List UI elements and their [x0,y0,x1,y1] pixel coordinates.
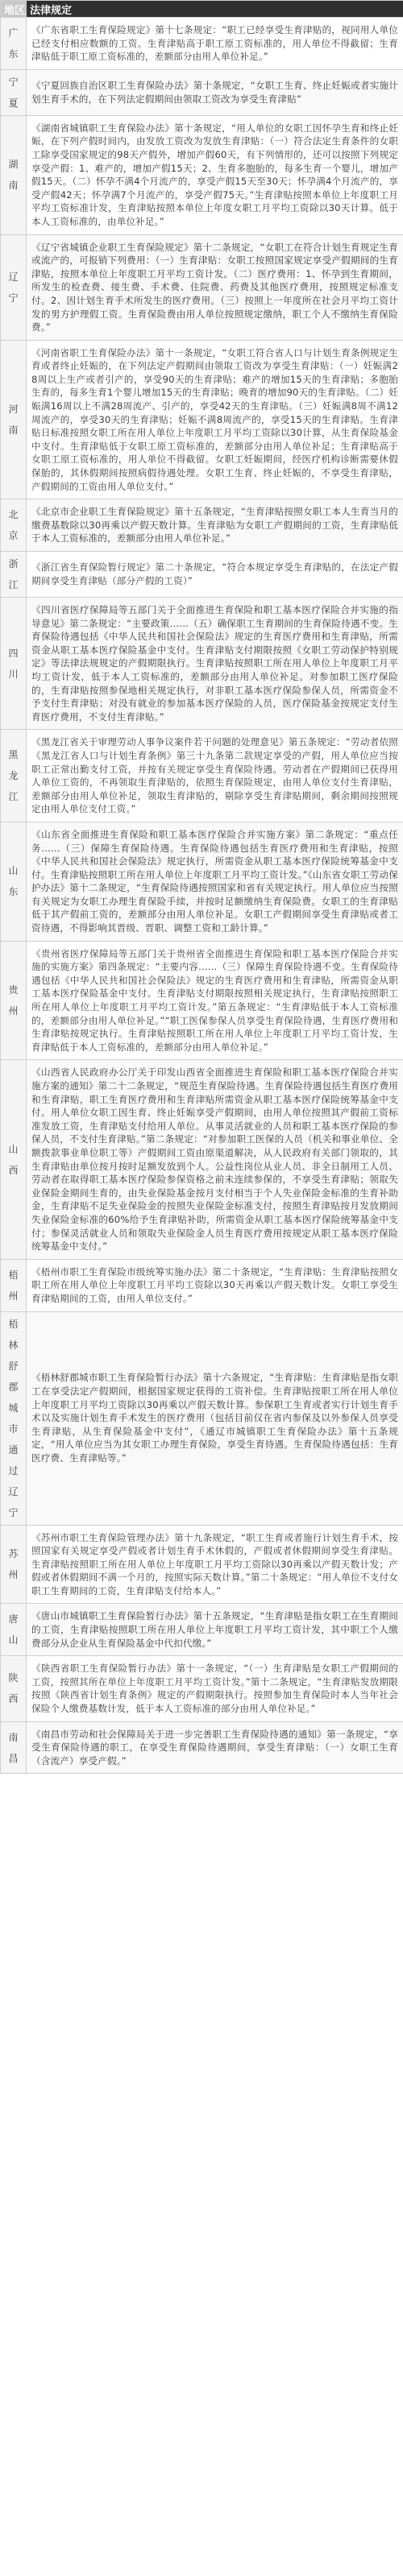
region-cell: 浙江 [1,552,27,598]
table-header-row [1,1,403,18]
law-text-cell: 《宁夏回族自治区职工生育保险办法》第十条规定，“女职工生育、终止妊娠或者实施计划生育手术的，在下列法定假期间由领取工资改为享受生育津贴” [27,69,403,115]
region-cell: 贵州 [1,941,27,1060]
table-row [1,1311,403,1525]
law-text-cell: 《苏州市职工生育保险管理办法》第十九条规定，“职工生育或者施行计划生育手术，按照国家有关规定享受产假或者计划生育手术休假的，产假或者休假期间享受生育津贴。生育津贴按照职工所在用人单位上年度职工月平均工资除以30再乘以产假天数计发；产假或者休假期间不满一个月的，按照实际天数计算。”第二十条规定：“用人单位不支付女职工生育期间的工资，生育津贴支付给本人。” [27,1525,403,1604]
region-cell: 四川 [1,598,27,730]
law-text-cell: 《唐山市城镇职工生育保险暂行办法》第十五条规定，“生育津贴是指女职工在生育期间的工资，生育津贴按照职工所在用人单位上年度职工月平均工资计发，其中职工个人缴费部分从企业从生育保险基金中代扣代缴。” [27,1604,403,1656]
table-row [1,730,403,822]
law-text-cell: 《辽宁省城镇企业职工生育保险规定》第十二条规定，“女职工在符合计划生育规定生育或流产的，可报销下列费用：（一）生育津贴：女职工按照国家规定享受产假期间的生育津贴，按照本单位上年度职工月平均工资计发。（二）医疗费用：1、怀孕到生育期间，所发生的检查费、接生费、手术费、住院费、药费及其他医疗费用，按照规定标准支付。2、因计划生育手术所发生的医疗费用。（三）按照上一年度所在社会月平均工资计发的男方护理假工资。生育保险费由用人单位按照规定缴纳，职工个人不缴纳生育保险费。” [27,234,403,340]
law-text-cell: 《浙江省生育保险暂行规定》第二十条规定，“符合本规定享受生育津贴的，在法定产假期间享受生育津贴（部分产假的工资）” [27,552,403,598]
law-text-cell: 《陕西省职工生育保险暂行办法》第十一条规定，“（一）生育津贴是女职工产假期间的工资，按照其所在单位上年度职工月平均工资计发。”第十二条规定，“生育津贴发放期限按照《陕西省计划生育条例》规定的产假期限执行。按照参加生育保险时本人当年社会保险个人缴费基数计发，低于本人工资标准的部分由用人单位补足。” [27,1656,403,1721]
law-text-cell: 《黑龙江省关于审理劳动人事争议案件若干问题的处理意见》第五条规定：“劳动者依照《黑龙江省人口与计划生育条例》第三十九条第二款规定享受的产假，用人单位应当按职工正常出勤支付工资，并按有关规定享受生育保险待遇。劳动者在产假期间已获得用人单位工资的，不再领取生育津贴的，依照生育保险规定，由用人单位支付生育津贴，差额部分由用人单位补足，领取生育津贴的，剔除享受生育津贴期间，剩余期间按照规定由用人单位支付工资。” [27,730,403,822]
region-cell: 广东 [1,18,27,70]
table-row [1,1656,403,1721]
region-cell: 黑龙江 [1,730,27,822]
region-cell: 山东 [1,822,27,941]
law-text-cell: 《四川省医疗保障局等五部门关于全面推进生育保险和职工基本医疗保险合并实施的指导意见》第二条规定：“主要政策……（五）确保职工生育期间的生育保险待遇不变。生育保险待遇包括《中华人民共和国社会保险法》规定的生育医疗费用和生育津贴，所需资金从职工基本医疗保险基金中支付。生育津贴支付期限按照《女职工劳动保护特别规定》等法律法规规定的产假期限执行。生育津贴按照职工所在用人单位上年度职工月平均工资计发，低于本人工资标准的，差额部分由用人单位补足。对参加职工医疗保险的，生育津贴按照参保地相关规定执行，对非职工基本医疗保险参保人员，所需资金不予支付生育津贴；对没有就业的参加基本医疗保险的人员，医疗保险基金按规定支付生育医疗费用，不支付生育津贴。” [27,598,403,730]
table-row [1,941,403,1060]
table-row [1,598,403,730]
region-cell: 宁夏 [1,69,27,115]
law-text-cell: 《山西省人民政府办公厅关于印发山西省全面推进生育保险和职工基本医疗保险合并实施方案的通知》第二十二条规定，“规范生育保险待遇。生育保险待遇包括生育医疗费用和生育津贴，职工生育医疗费用和生育津贴所需资金从职工基本医疗保险统筹基金中支付。用人单位女职工因生育、终止妊娠享受产假期间，由用人单位按照其产假前工资标准发放工资，生育津贴支付给用人单位。从事灵活就业的人员和职工基本医疗保险的参保人员，不支付生育津贴。”第二条规定：“对参加职工医保的人员（机关和事业单位、全额拨款事业单位职工等）产假期间工资由原渠道解决，从人民政府有关部门领取的，其生育津贴由单位按月按时足额发放到个人。公益性岗位从业人员、非全日制用工人员、劳动者在取得职工基本医疗保险参保资格之前未连续参保的，不享受生育津贴；领取失业保险金期间生育的，由失业保险基金按月支付相当于个人失业保险金标准的生育补助金，生育津贴不足失业保险金的按照失业保险金标准支付，按照生育津贴按月发放期间失业保险金标准的60%给予生育津贴补助，所需资金从职工基本医疗保险统筹基金中支付；参保灵活就业人员和领取失业保险金人员生育医疗费用按规定从职工基本医疗保险统筹基金中支付。” [27,1060,403,1259]
law-text-cell: 《梧州市职工生育保险市级统筹实施办法》第二十条规定，“生育津贴：生育津贴按照女职工所在用人单位上年度职工月平均工资除以30天再乘以产假天数计发。女职工享受生育津贴期间的工资，由用人单位支付。” [27,1259,403,1311]
region-cell: 湖南 [1,115,27,234]
table-row [1,69,403,115]
region-cell: 苏州 [1,1525,27,1604]
table-row [1,340,403,499]
law-text-cell: 《北京市企业职工生育保险规定》第十五条规定，“生育津贴按照女职工本人生育当月的缴费基数除以30再乘以产假天数计算。生育津贴为女职工产假期间的工资，生育津贴低于本人工资标准的，差额部分由用人单位补足。” [27,499,403,552]
region-cell: 山西 [1,1060,27,1259]
table-row [1,1721,403,1774]
table-row [1,552,403,598]
region-column-header: 地区 [1,1,27,18]
region-cell: 辽宁 [1,234,27,340]
law-text-cell: 《贵州省医疗保障局等五部门关于贵州省全面推进生育保险和职工基本医疗保险合并实施的实施方案》第四条规定：“主要内容……（三）保障生育保险待遇不变。生育保险待遇包括《中华人民共和国社会保险法》规定的生育医疗费用和生育津贴，所需资金从职工基本医疗保险基金中支付。生育津贴支付期限按照相关规定执行，生育津贴按照职工所在用人单位上年度职工月平均工资计发。”第五条规定：“生育津贴低于本人工资标准的，差额部分由用人单位补足。”“职工医保参保人员享受生育保险待遇，生育医疗费用和生育津贴按规定执行。生育津贴按照职工所在用人单位上年度职工月平均工资计发，生育津贴低于本人工资标准的，差额部分由用人单位补足。” [27,941,403,1060]
table-row [1,18,403,70]
table-row [1,234,403,340]
region-cell: 梧林舒郡城市通过辽宁 [1,1311,27,1525]
law-text-cell: 《南昌市劳动和社会保障局关于进一步完善职工生育保险待遇的通知》第一条规定，“享受生育保险待遇的职工，在享受生育保险待遇期间，享受生育津贴：（一）女职工生育（含流产）享受产假。” [27,1721,403,1774]
table-row [1,499,403,552]
region-cell: 河南 [1,340,27,499]
table-row [1,1525,403,1604]
table-row [1,1060,403,1259]
region-cell: 陕西 [1,1656,27,1721]
law-text-cell: 《湖南省城镇职工生育保险办法》第十条规定，“用人单位的女职工因怀孕生育和终止妊娠，在下列产假时间内，由发放工资改为发放生育津贴：（一）符合法定生育条件的女职工除享受国家规定的98天产假外，增加产假60天，有下列情形的，还可以按照下列规定享受产假：1、难产的，增加产假15天；2、生育多胞胎的，每多生育一个婴儿，增加产假15天。（二）怀孕不满4个月流产的，享受产假15天至30天；怀孕满4个月流产的，享受产假42天；怀孕满7个月流产的，享受产假75天。”生育津贴按照本单位上年度职工月平均工资标准计发，生育津贴按照本单位上年度女职工月平均工资除以30天计算。低于本人工资标准的，由单位补足。” [27,115,403,234]
region-cell: 北京 [1,499,27,552]
law-text-cell: 《梧林舒郡城市职工生育保险暂行办法》第十六条规定，“生育津贴：生育津贴是指女职工在享受法定产假期间，根据国家规定获得的工资补偿。生育津贴按职工所在用人单位上年度职工月平均工资除以30再乘以产假天数计算。参保职工生育或者实行计划生育手术以及实施计划生育手术发生的医疗费用（包括目前仅在省内参保及以外参保人员享受生育津贴，从生育保险基金中支付”，《通辽市城镇职工生育保险办法》第十五条规定，“用人单位应当为其女职工办理生育保险，享受生育待遇。生育保险待遇包括：生育医疗费、生育津贴等。” [27,1311,403,1525]
table-row [1,1259,403,1311]
law-text-cell: 《河南省职工生育保险办法》第十一条规定，“女职工符合省人口与计划生育条例规定生育或者终止妊娠的，在下列法定产假期间由领取工资改为享受生育津贴：（一）妊娠满28周以上生产或者引产的，享受90天的生育津贴；难产的增加15天的生育津贴；多胞胎生育的，每多生育1个婴儿增加15天的生育津贴；晚育的增加90天的生育津贴。（二）妊娠满16周以上不满28周流产、引产的，享受42天的生育津贴。（三）妊娠满8周不满12周流产的，享受30天的生育津贴；妊娠不满8周流产的，享受15天的生育津贴。生育津贴日标准按照女职工所在用人单位上年度职工月平均工资除以30计算，从生育保险基金中支付。生育津贴低于女职工原工资标准的，差额部分由用人单位补足；生育津贴高于女职工原工资标准的，用人单位不得截留。女职工妊娠期间，经医疗机构诊断需要休假保胎的，其休假期间按照病假待遇处理。女职工生育、终止妊娠的，不享受生育津贴，产假期间的工资由用人单位支付。” [27,340,403,499]
table-row [1,115,403,234]
region-cell: 南昌 [1,1721,27,1774]
region-cell: 唐山 [1,1604,27,1656]
table-row [1,1604,403,1656]
law-column-header: 法律规定 [27,1,403,18]
law-text-cell: 《山东省全面推进生育保险和职工基本医疗保险合并实施方案》第二条规定：“重点任务……（三）保障生育保险待遇。生育保险待遇包括生育医疗费用和生育津贴，按照《中华人民共和国社会保险法》规定执行，所需资金从职工基本医疗保险统筹基金中支付。生育津贴按照职工所在用人单位上年度职工月平均工资计发。”《山东省女职工劳动保护办法》第十二条规定，“生育保险待遇按照国家和省有关规定执行。用人单位应当按照有关规定为女职工办理生育保险手续，并按时足额缴纳生育保险费。女职工的生育津贴低于其产假前工资的，差额部分由用人单位补足。女职工产假期间享受生育津贴或者工资待遇，不得影响其晋级、晋职、调整工资和工龄计算。” [27,822,403,941]
table-row [1,822,403,941]
region-cell: 梧州 [1,1259,27,1311]
law-text-cell: 《广东省职工生育保险规定》第十七条规定：“职工已经享受生育津贴的，视同用人单位已经支付相应数额的工资。生育津贴高于职工原工资标准的，用人单位不得截留；生育津贴低于职工原工资标准的，差额部分由用人单位补足。” [27,18,403,70]
law-table-body [1,18,403,1774]
